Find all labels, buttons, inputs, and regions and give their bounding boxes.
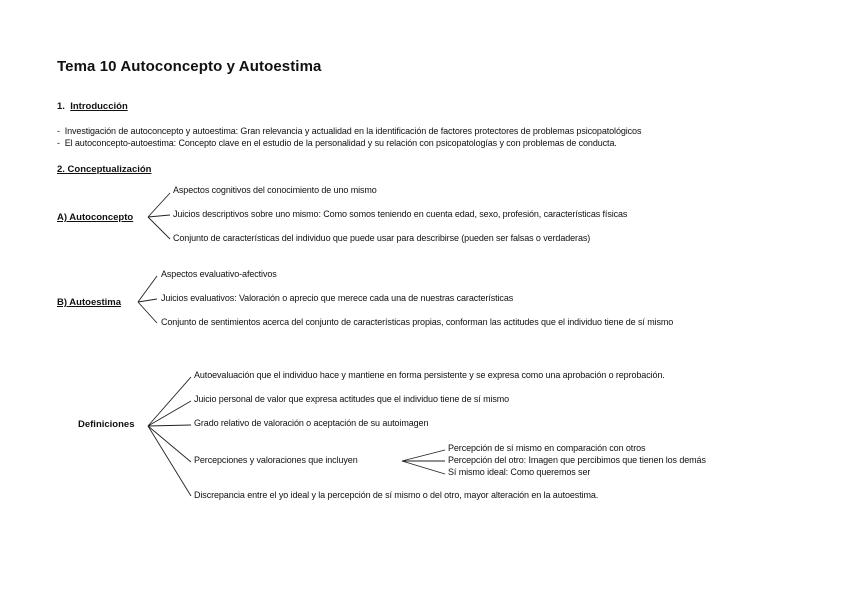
bracket-line-autoestima-3 (138, 302, 157, 323)
autoconcepto-item: Conjunto de características del individuo que puede usar para describirse (pueden ser falsas o verdaderas) (173, 233, 591, 243)
intro-bullet: - Investigación de autoconcepto y autoestima: Gran relevancia y actualidad en la identificación de factores protectores de problemas psicopatológicos (57, 126, 642, 136)
bracket-line-autoestima-2 (138, 299, 157, 302)
concept-heading: 2. Conceptualización (57, 164, 152, 175)
bracket-line-autoestima-1 (138, 276, 157, 302)
intro-bullet: - El autoconcepto-autoestima: Concepto clave en el estudio de la personalidad y su relación con psicopatologías y con problemas de conducta. (57, 138, 617, 148)
bracket-line-definiciones-5 (148, 426, 191, 496)
intro-number: 1. (57, 101, 65, 112)
autoestima-item: Juicios evaluativos: Valoración o aprecio que merece cada una de nuestras características (161, 293, 514, 303)
bracket-line-definiciones-2 (148, 401, 191, 426)
definiciones-item: Juicio personal de valor que expresa actitudes que el individuo tiene de sí mismo (194, 394, 510, 404)
autoestima-item: Conjunto de sentimientos acerca del conjunto de características propias, conforman las actitudes que el individuo tiene de sí mismo (161, 317, 674, 327)
definiciones-subitem: Percepción del otro: Imagen que percibimos que tienen los demás (448, 455, 706, 465)
page-title: Tema 10 Autoconcepto y Autoestima (57, 58, 322, 75)
definiciones-subitem: Percepción de sí mismo en comparación con otros (448, 443, 646, 453)
definiciones-item: Discrepancia entre el yo ideal y la percepción de sí mismo o del otro, mayor alteración en la autoestima. (194, 490, 599, 500)
autoestima-item: Aspectos evaluativo-afectivos (161, 269, 277, 279)
definiciones-item: Autoevaluación que el individuo hace y mantiene en forma persistente y se expresa como una aprobación o reprobación. (194, 370, 665, 380)
autoconcepto-item: Juicios descriptivos sobre uno mismo: Como somos teniendo en cuenta edad, sexo, profesión, características físicas (173, 209, 628, 219)
autoconcepto-label: A) Autoconcepto (57, 212, 134, 223)
definiciones-item: Grado relativo de valoración o aceptación de su autoimagen (194, 418, 429, 428)
autoestima-label: B) Autoestima (57, 297, 122, 308)
definiciones-label: Definiciones (78, 419, 135, 430)
bracket-line-autoconcepto-3 (148, 217, 170, 239)
bracket-line-sub-3 (402, 461, 445, 474)
autoconcepto-item: Aspectos cognitivos del conocimiento de uno mismo (173, 185, 377, 195)
bracket-line-autoconcepto-2 (148, 215, 170, 217)
bracket-line-autoconcepto-1 (148, 193, 170, 217)
bracket-line-definiciones-1 (148, 377, 191, 426)
bracket-line-definiciones-4 (148, 426, 191, 462)
bracket-line-definiciones-3 (148, 425, 191, 426)
intro-heading: Introducción (70, 101, 128, 112)
bracket-line-sub-1 (402, 450, 445, 461)
definiciones-subitem: Sí mismo ideal: Como queremos ser (448, 467, 591, 477)
definiciones-item: Percepciones y valoraciones que incluyen (194, 455, 358, 465)
